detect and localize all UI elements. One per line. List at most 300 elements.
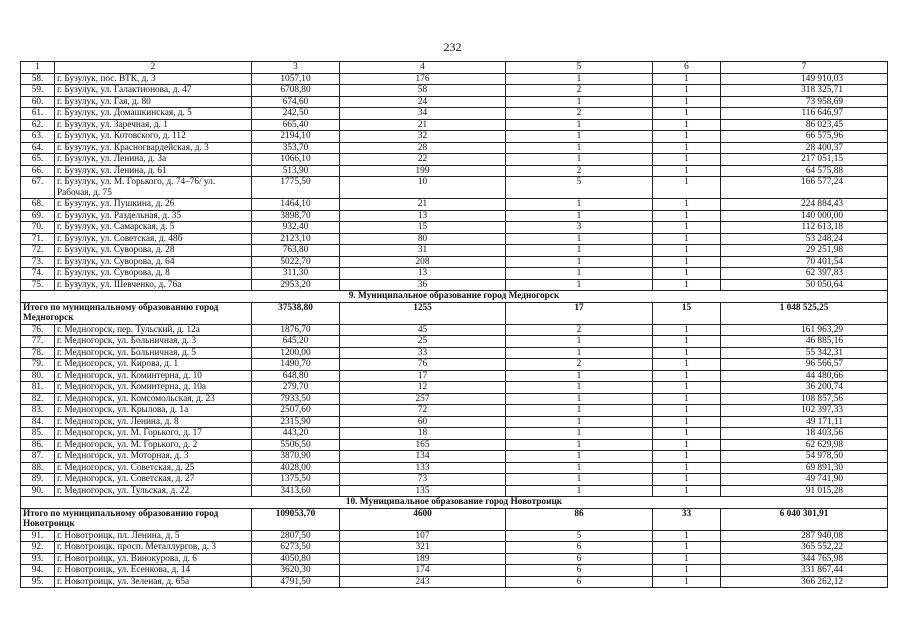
cell-area: 2315,90 — [252, 416, 340, 428]
cell-area: 353,70 — [252, 142, 340, 154]
table-row — [21, 245, 888, 257]
cell-floors: 2 — [506, 324, 653, 336]
cell-cost: 108 857,56 — [721, 393, 888, 405]
cell-residents: 21 — [340, 119, 506, 131]
cell-floors: 3 — [506, 222, 653, 234]
cell-row-number: 69. — [21, 210, 55, 222]
cell-residents: 22 — [340, 154, 506, 166]
total-entrances: 15 — [653, 302, 721, 324]
cell-area: 6708,80 — [252, 85, 340, 97]
cell-entrances: 1 — [653, 439, 721, 451]
table-row — [21, 96, 888, 108]
cell-cost: 96 566,57 — [721, 359, 888, 371]
cell-residents: 189 — [340, 553, 506, 565]
cell-residents: 33 — [340, 347, 506, 359]
cell-entrances: 1 — [653, 553, 721, 565]
cell-address: г. Новотроицк, ул. Зеленая, д. 65а — [55, 576, 252, 588]
cell-residents: 4 — [340, 62, 506, 74]
cell-cost: 18 403,56 — [721, 428, 888, 440]
table-row — [21, 451, 888, 463]
cell-cost: 166 577,24 — [721, 177, 888, 199]
cell-floors: 6 — [506, 576, 653, 588]
table-row — [21, 474, 888, 486]
cell-address: г. Бузулук, ул. Пушкина, д. 26 — [55, 199, 252, 211]
cell-address: г. Бузулук, ул. М. Горького, д. 74–76/ ул. Рабочая, д. 75 — [55, 177, 252, 199]
section-total-row — [21, 302, 888, 324]
cell-row-number: 95. — [21, 576, 55, 588]
table-row — [21, 324, 888, 336]
cell-row-number: 82. — [21, 393, 55, 405]
cell-entrances: 1 — [653, 85, 721, 97]
cell-residents: 243 — [340, 576, 506, 588]
cell-floors: 1 — [506, 131, 653, 143]
cell-area: 2953,20 — [252, 279, 340, 291]
cell-entrances: 1 — [653, 73, 721, 85]
cell-area: 3413,60 — [252, 485, 340, 497]
register-table — [20, 61, 888, 588]
total-area: 37538,80 — [252, 302, 340, 324]
cell-address: г. Медногорск, ул. Моторная, д. 3 — [55, 451, 252, 463]
cell-entrances: 1 — [653, 462, 721, 474]
cell-area: 645,20 — [252, 336, 340, 348]
cell-residents: 199 — [340, 165, 506, 177]
cell-cost: 161 963,29 — [721, 324, 888, 336]
table-row — [21, 428, 888, 440]
cell-residents: 208 — [340, 256, 506, 268]
cell-floors: 6 — [506, 565, 653, 577]
cell-area: 648,80 — [252, 370, 340, 382]
cell-address: г. Бузулук, ул. Ленина, д. 3а — [55, 154, 252, 166]
cell-area: 2507,60 — [252, 405, 340, 417]
table-row — [21, 119, 888, 131]
cell-entrances: 1 — [653, 370, 721, 382]
cell-residents: 321 — [340, 542, 506, 554]
cell-address: г. Бузулук, ул. Ленина, д. 61 — [55, 165, 252, 177]
cell-address: г. Бузулук, пос. ВТК, д. 3 — [55, 73, 252, 85]
cell-entrances: 1 — [653, 393, 721, 405]
cell-address: г. Бузулук, ул. Заречная, д. 1 — [55, 119, 252, 131]
cell-residents: 45 — [340, 324, 506, 336]
cell-row-number: 72. — [21, 245, 55, 257]
cell-entrances: 1 — [653, 199, 721, 211]
table-row — [21, 85, 888, 97]
cell-floors: 1 — [506, 336, 653, 348]
cell-area: 3620,30 — [252, 565, 340, 577]
cell-row-number: 85. — [21, 428, 55, 440]
table-row — [21, 154, 888, 166]
cell-row-number: 88. — [21, 462, 55, 474]
cell-address: г. Медногорск, ул. Больничная, д. 5 — [55, 347, 252, 359]
cell-entrances: 1 — [653, 576, 721, 588]
cell-floors: 1 — [506, 451, 653, 463]
table-row — [21, 565, 888, 577]
cell-floors: 1 — [506, 199, 653, 211]
section-title: 10. Муниципальное образование город Новотроицк — [21, 497, 888, 509]
cell-floors: 2 — [506, 108, 653, 120]
cell-residents: 36 — [340, 279, 506, 291]
table-row — [21, 542, 888, 554]
cell-area: 1066,10 — [252, 154, 340, 166]
cell-floors: 1 — [506, 245, 653, 257]
table-row — [21, 336, 888, 348]
cell-area: 7933,50 — [252, 393, 340, 405]
cell-address: г. Медногорск, ул. Коминтерна, д. 10а — [55, 382, 252, 394]
cell-area: 3898,70 — [252, 210, 340, 222]
cell-row-number: 86. — [21, 439, 55, 451]
cell-row-number: 66. — [21, 165, 55, 177]
cell-residents: 13 — [340, 210, 506, 222]
cell-entrances: 1 — [653, 222, 721, 234]
cell-residents: 31 — [340, 245, 506, 257]
table-row — [21, 347, 888, 359]
cell-address: г. Новотроицк, пл. Ленина, д. 5 — [55, 530, 252, 542]
cell-residents: 25 — [340, 336, 506, 348]
cell-floors: 1 — [506, 268, 653, 280]
cell-residents: 134 — [340, 451, 506, 463]
total-residents: 4600 — [340, 508, 506, 530]
cell-address: г. Бузулук, ул. Красногвардейская, д. 3 — [55, 142, 252, 154]
cell-floors: 5 — [506, 530, 653, 542]
cell-address: г. Медногорск, ул. Ленина, д. 8 — [55, 416, 252, 428]
cell-address: г. Бузулук, ул. Суворова, д. 8 — [55, 268, 252, 280]
cell-entrances: 1 — [653, 177, 721, 199]
cell-address: г. Бузулук, ул. Домашкинская, д. 5 — [55, 108, 252, 120]
cell-area: 1464,10 — [252, 199, 340, 211]
cell-area: 6273,50 — [252, 542, 340, 554]
table-row — [21, 530, 888, 542]
cell-address: г. Медногорск, ул. Советская, д. 27 — [55, 474, 252, 486]
cell-floors: 1 — [506, 485, 653, 497]
cell-row-number: 71. — [21, 233, 55, 245]
cell-row-number: 79. — [21, 359, 55, 371]
cell-residents: 176 — [340, 73, 506, 85]
cell-area: 1490,70 — [252, 359, 340, 371]
cell-cost: 116 646,97 — [721, 108, 888, 120]
cell-floors: 2 — [506, 85, 653, 97]
section-title: 9. Муниципальное образование город Медногорск — [21, 291, 888, 303]
cell-residents: 18 — [340, 428, 506, 440]
cell-area: 932,40 — [252, 222, 340, 234]
cell-row-number: 91. — [21, 530, 55, 542]
cell-cost: 64 575,88 — [721, 165, 888, 177]
cell-residents: 76 — [340, 359, 506, 371]
table-row — [21, 393, 888, 405]
cell-cost: 7 — [721, 62, 888, 74]
cell-entrances: 1 — [653, 96, 721, 108]
table-row — [21, 416, 888, 428]
cell-floors: 1 — [506, 210, 653, 222]
cell-cost: 102 397,33 — [721, 405, 888, 417]
cell-row-number: 90. — [21, 485, 55, 497]
cell-address: г. Медногорск, ул. Тульская, д. 22 — [55, 485, 252, 497]
section-total-row — [21, 508, 888, 530]
cell-area: 5506,50 — [252, 439, 340, 451]
cell-address: г. Бузулук, ул. Раздельная, д. 35 — [55, 210, 252, 222]
cell-entrances: 1 — [653, 108, 721, 120]
cell-address: 2 — [55, 62, 252, 74]
total-area: 109053,70 — [252, 508, 340, 530]
cell-entrances: 1 — [653, 336, 721, 348]
cell-row-number: 77. — [21, 336, 55, 348]
cell-row-number: 78. — [21, 347, 55, 359]
cell-entrances: 1 — [653, 119, 721, 131]
cell-cost: 28 400,37 — [721, 142, 888, 154]
cell-floors: 1 — [506, 119, 653, 131]
cell-address: г. Медногорск, пер. Тульский, д. 12а — [55, 324, 252, 336]
cell-address: г. Новотроицк, ул. Есенкова, д. 14 — [55, 565, 252, 577]
cell-area: 513,90 — [252, 165, 340, 177]
cell-residents: 13 — [340, 268, 506, 280]
cell-residents: 174 — [340, 565, 506, 577]
cell-entrances: 1 — [653, 268, 721, 280]
cell-address: г. Медногорск, ул. М. Горького, д. 2 — [55, 439, 252, 451]
cell-floors: 1 — [506, 474, 653, 486]
cell-residents: 32 — [340, 131, 506, 143]
cell-area: 2123,10 — [252, 233, 340, 245]
cell-address: г. Медногорск, ул. Коминтерна, д. 10 — [55, 370, 252, 382]
cell-residents: 15 — [340, 222, 506, 234]
cell-row-number: 59. — [21, 85, 55, 97]
table-row — [21, 485, 888, 497]
table-row — [21, 439, 888, 451]
cell-entrances: 1 — [653, 279, 721, 291]
table-row — [21, 73, 888, 85]
cell-residents: 21 — [340, 199, 506, 211]
table-row — [21, 108, 888, 120]
cell-entrances: 1 — [653, 485, 721, 497]
cell-floors: 5 — [506, 177, 653, 199]
cell-floors: 1 — [506, 428, 653, 440]
table-row — [21, 268, 888, 280]
cell-address: г. Бузулук, ул. Галактионова, д. 47 — [55, 85, 252, 97]
cell-residents: 60 — [340, 416, 506, 428]
cell-entrances: 1 — [653, 165, 721, 177]
cell-floors: 2 — [506, 165, 653, 177]
table-row — [21, 131, 888, 143]
cell-area: 4050,80 — [252, 553, 340, 565]
cell-entrances: 1 — [653, 142, 721, 154]
cell-area: 5022,70 — [252, 256, 340, 268]
table-row — [21, 279, 888, 291]
cell-floors: 1 — [506, 279, 653, 291]
cell-floors: 6 — [506, 553, 653, 565]
cell-address: г. Бузулук, ул. Суворова, д. 64 — [55, 256, 252, 268]
cell-address: г. Медногорск, ул. Комсомольская, д. 23 — [55, 393, 252, 405]
cell-cost: 55 342,31 — [721, 347, 888, 359]
cell-address: г. Бузулук, ул. Котовского, д. 112 — [55, 131, 252, 143]
cell-row-number: 64. — [21, 142, 55, 154]
cell-entrances: 1 — [653, 233, 721, 245]
cell-area: 4791,50 — [252, 576, 340, 588]
cell-cost: 86 023,45 — [721, 119, 888, 131]
cell-floors: 1 — [506, 462, 653, 474]
cell-row-number: 89. — [21, 474, 55, 486]
cell-floors: 1 — [506, 370, 653, 382]
cell-area: 2194,10 — [252, 131, 340, 143]
total-floors: 86 — [506, 508, 653, 530]
cell-cost: 50 050,64 — [721, 279, 888, 291]
total-cost: 1 048 525,25 — [721, 302, 888, 324]
total-label: Итого по муниципальному образованию город Новотроицк — [21, 508, 252, 530]
cell-area: 1057,10 — [252, 73, 340, 85]
cell-cost: 224 884,43 — [721, 199, 888, 211]
cell-row-number: 73. — [21, 256, 55, 268]
cell-cost: 331 867,44 — [721, 565, 888, 577]
column-number-row — [21, 62, 888, 74]
cell-entrances: 1 — [653, 324, 721, 336]
cell-row-number: 67. — [21, 177, 55, 199]
cell-area: 311,30 — [252, 268, 340, 280]
cell-row-number: 76. — [21, 324, 55, 336]
cell-cost: 29 251,98 — [721, 245, 888, 257]
cell-area: 1775,50 — [252, 177, 340, 199]
cell-cost: 49 171,11 — [721, 416, 888, 428]
cell-row-number: 65. — [21, 154, 55, 166]
cell-address: г. Новотроицк, просп. Металлургов, д. 3 — [55, 542, 252, 554]
cell-row-number: 94. — [21, 565, 55, 577]
cell-row-number: 63. — [21, 131, 55, 143]
cell-address: г. Новотроицк, ул. Винокурова, д. 6 — [55, 553, 252, 565]
cell-cost: 66 575,96 — [721, 131, 888, 143]
cell-area: 242,50 — [252, 108, 340, 120]
cell-address: г. Медногорск, ул. Крылова, д. 1а — [55, 405, 252, 417]
section-header — [21, 291, 888, 303]
table-row — [21, 177, 888, 199]
cell-entrances: 1 — [653, 154, 721, 166]
cell-residents: 28 — [340, 142, 506, 154]
cell-area: 763,80 — [252, 245, 340, 257]
cell-cost: 287 940,08 — [721, 530, 888, 542]
cell-floors: 5 — [506, 62, 653, 74]
cell-row-number: 68. — [21, 199, 55, 211]
cell-cost: 365 552,22 — [721, 542, 888, 554]
cell-cost: 366 262,12 — [721, 576, 888, 588]
cell-address: г. Медногорск, ул. Больничная, д. 3 — [55, 336, 252, 348]
table-row — [21, 233, 888, 245]
cell-cost: 69 891,30 — [721, 462, 888, 474]
cell-cost: 62 629,98 — [721, 439, 888, 451]
cell-cost: 53 248,24 — [721, 233, 888, 245]
cell-row-number: 74. — [21, 268, 55, 280]
cell-entrances: 1 — [653, 428, 721, 440]
cell-floors: 1 — [506, 393, 653, 405]
cell-row-number: 75. — [21, 279, 55, 291]
cell-area: 1876,70 — [252, 324, 340, 336]
cell-residents: 80 — [340, 233, 506, 245]
cell-address: г. Бузулук, ул. Шевченко, д. 76а — [55, 279, 252, 291]
cell-entrances: 1 — [653, 451, 721, 463]
cell-cost: 149 910,03 — [721, 73, 888, 85]
cell-residents: 12 — [340, 382, 506, 394]
cell-entrances: 1 — [653, 256, 721, 268]
cell-row-number: 62. — [21, 119, 55, 131]
cell-row-number: 93. — [21, 553, 55, 565]
cell-cost: 49 741,90 — [721, 474, 888, 486]
table-row — [21, 222, 888, 234]
cell-row-number: 70. — [21, 222, 55, 234]
cell-area: 674,60 — [252, 96, 340, 108]
cell-cost: 344 765,98 — [721, 553, 888, 565]
table-row — [21, 370, 888, 382]
cell-entrances: 1 — [653, 382, 721, 394]
cell-area: 443,20 — [252, 428, 340, 440]
total-residents: 1255 — [340, 302, 506, 324]
cell-row-number: 61. — [21, 108, 55, 120]
cell-entrances: 6 — [653, 62, 721, 74]
cell-cost: 54 978,50 — [721, 451, 888, 463]
cell-floors: 1 — [506, 73, 653, 85]
cell-row-number: 58. — [21, 73, 55, 85]
cell-floors: 6 — [506, 542, 653, 554]
cell-residents: 10 — [340, 177, 506, 199]
table-row — [21, 462, 888, 474]
table-row — [21, 210, 888, 222]
cell-floors: 1 — [506, 405, 653, 417]
table-row — [21, 576, 888, 588]
cell-residents: 107 — [340, 530, 506, 542]
table-row — [21, 382, 888, 394]
cell-address: г. Медногорск, ул. Кирова, д. 1 — [55, 359, 252, 371]
section-header — [21, 497, 888, 509]
table-row — [21, 359, 888, 371]
cell-cost: 318 325,71 — [721, 85, 888, 97]
cell-row-number: 92. — [21, 542, 55, 554]
cell-floors: 1 — [506, 439, 653, 451]
cell-entrances: 1 — [653, 565, 721, 577]
cell-address: г. Бузулук, ул. Советская, д. 48б — [55, 233, 252, 245]
cell-entrances: 1 — [653, 347, 721, 359]
cell-address: г. Медногорск, ул. М. Горького, д. 17 — [55, 428, 252, 440]
cell-entrances: 1 — [653, 474, 721, 486]
cell-cost: 44 480,66 — [721, 370, 888, 382]
cell-address: г. Бузулук, ул. Суворова, д. 28 — [55, 245, 252, 257]
cell-cost: 62 397,83 — [721, 268, 888, 280]
cell-residents: 72 — [340, 405, 506, 417]
cell-floors: 2 — [506, 359, 653, 371]
cell-cost: 112 613,18 — [721, 222, 888, 234]
cell-residents: 73 — [340, 474, 506, 486]
cell-floors: 1 — [506, 96, 653, 108]
cell-row-number: 81. — [21, 382, 55, 394]
cell-floors: 1 — [506, 256, 653, 268]
cell-area: 2807,50 — [252, 530, 340, 542]
table-row — [21, 165, 888, 177]
total-label: Итого по муниципальному образованию город Медногорск — [21, 302, 252, 324]
cell-floors: 1 — [506, 382, 653, 394]
cell-cost: 36 200,74 — [721, 382, 888, 394]
cell-floors: 1 — [506, 154, 653, 166]
cell-residents: 24 — [340, 96, 506, 108]
register-table-body — [21, 62, 888, 588]
cell-area: 1375,50 — [252, 474, 340, 486]
cell-row-number: 80. — [21, 370, 55, 382]
total-entrances: 33 — [653, 508, 721, 530]
cell-residents: 135 — [340, 485, 506, 497]
cell-area: 3 — [252, 62, 340, 74]
cell-address: г. Бузулук, ул. Гая, д. 80 — [55, 96, 252, 108]
cell-row-number: 84. — [21, 416, 55, 428]
cell-floors: 1 — [506, 416, 653, 428]
cell-area: 1200,00 — [252, 347, 340, 359]
cell-floors: 1 — [506, 142, 653, 154]
cell-entrances: 1 — [653, 131, 721, 143]
cell-residents: 133 — [340, 462, 506, 474]
table-row — [21, 553, 888, 565]
cell-area: 279,70 — [252, 382, 340, 394]
cell-row-number: 60. — [21, 96, 55, 108]
cell-area: 665,40 — [252, 119, 340, 131]
cell-entrances: 1 — [653, 245, 721, 257]
